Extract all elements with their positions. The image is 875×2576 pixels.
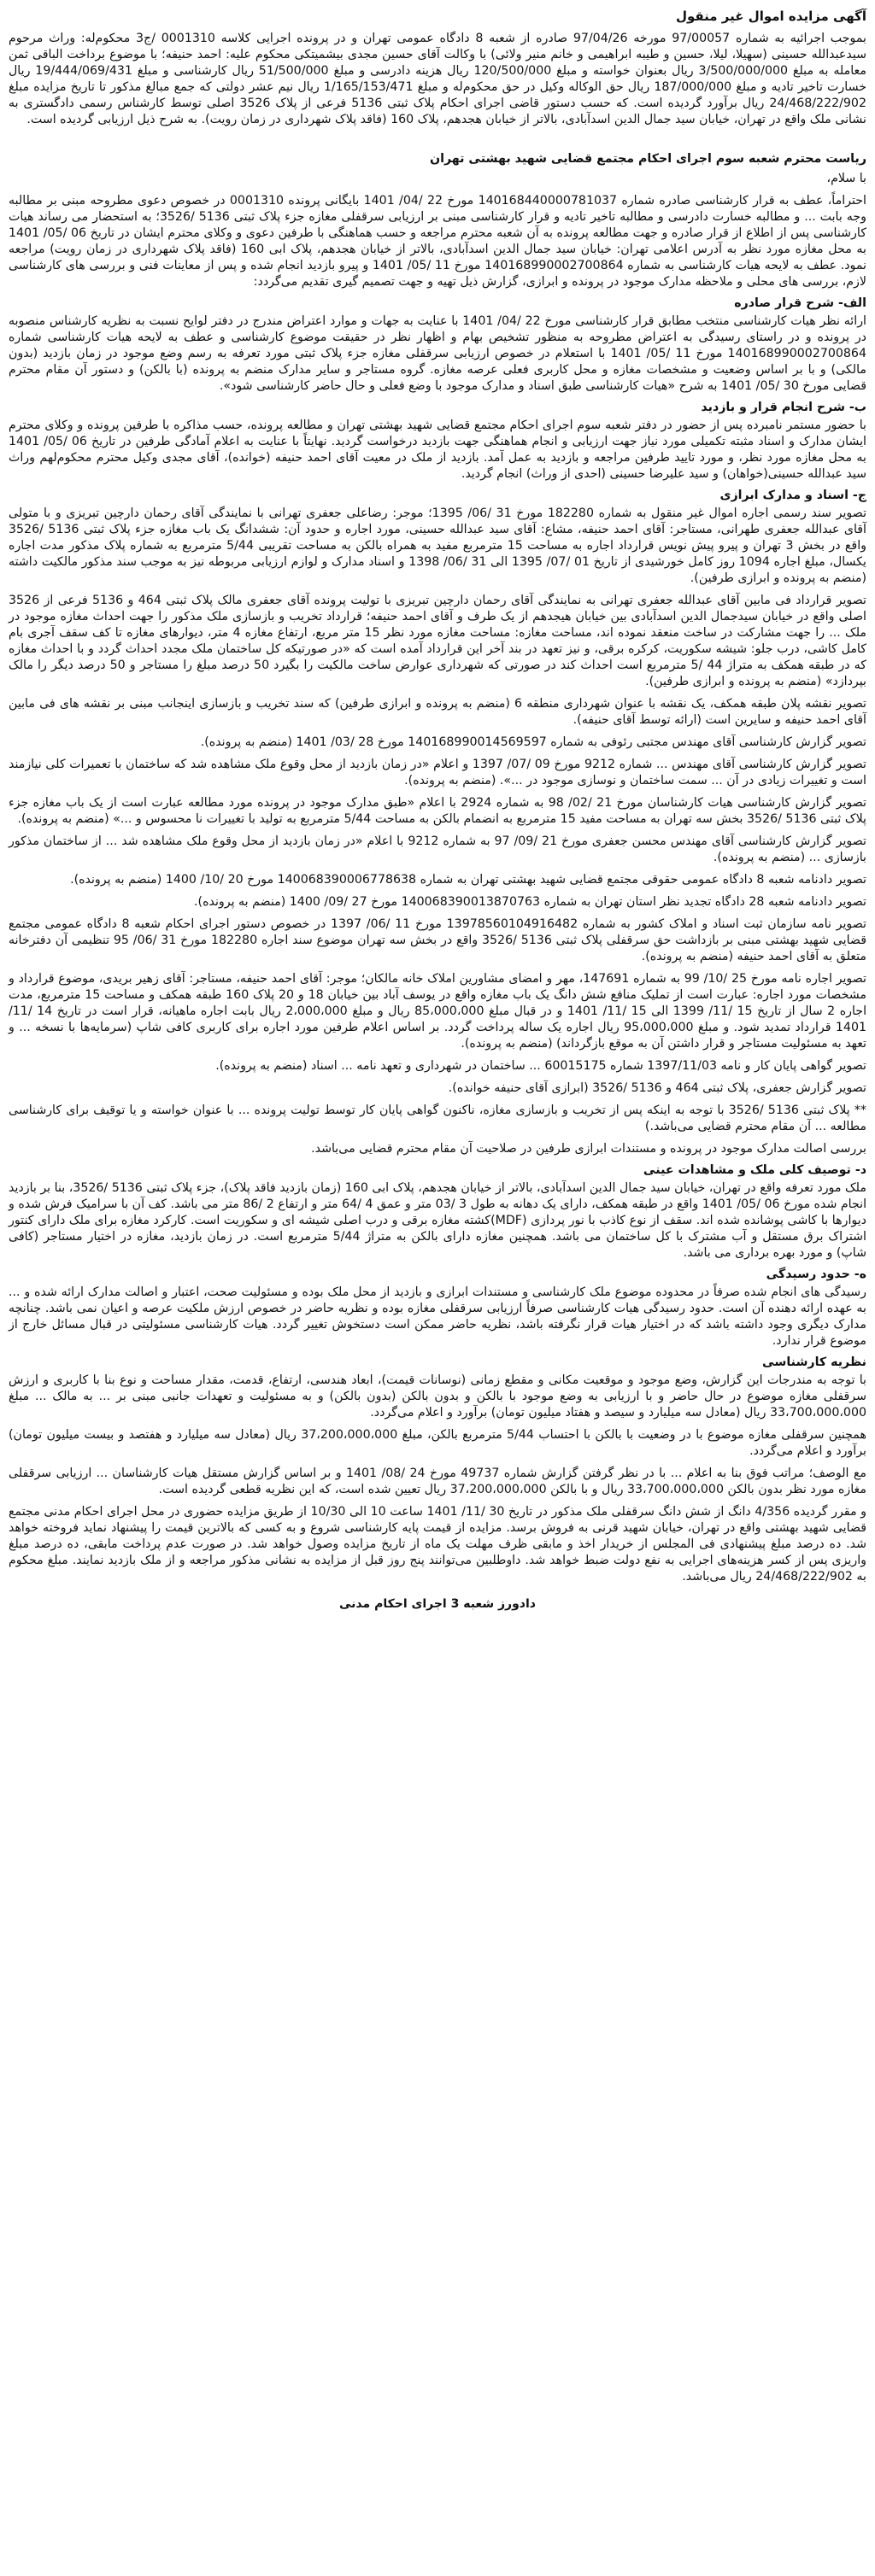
request-paragraph: احتراماً، عطف به قرار کارشناسی صادره شماره 140168440000781037 مورخ 22 /04/ 1401 بایگانی پرونده 0001310 در خصوص دعوی مطروحه مبنی بر مطالبه وجه بابت ... و مطالبه خسارت دادرسی و مطالبه تاخیر تادیه و قرار کارشناسی مبنی بر ارزیابی سرقفلی مغازه جزء پلاک ثبتی 5136 /3526؛ به استحضار می رساند هیات کارشناسی پس از اطلاع از قرار صادره و جهت مطالعه پرونده به آن شعبه محترم مراجعه و حسب هماهنگی با طرفین دعوی و وکلای محترم ایشان در تاریخ 06 /05/ 1401 به محل مغازه مورد نظر به آدرس اعلامی تهران: خیابان سید جمال الدین اسدآبادی، بالاتر از خیابان هجدهم، پلاک ابی 160 (فاقد پلاک شهرداری در زمان رویت) مراجعه نمود. عطف به لایحه هیات کارشناسی به شماره 140168990002700864 مورخ 11 /05/ 1401 و پیرو بازدید انجام شده و پس از معاینات فنی و بررسی های کارشناسی لازم، بررسی های محلی و ملاحظه مدارک موجود در پرونده و ابرازی، گزارش ذیل تهیه و جهت تصمیم گیری تقدیم می‌گردد:: [9, 194, 867, 289]
doc-item: تصویر گزارش کارشناسی آقای مهندس محسن جعفری مورخ 21 /09/ 97 به شماره 9212 با اعلام «در زمان بازدید از محل وقوع ملک مشاهده شد ... از ساختمان مذکور بازسازی ... (منضم به پرونده).: [9, 834, 866, 864]
section-he-paragraph: رسیدگی های انجام شده صرفاً در محدوده موضوع ملک کارشناسی و مستندات ابرازی و بازدید از محل ملک بوده و مسئولیت صحت، اعتبار و اصالت مدارک ارائه شده و ... به عهده ارائه دهنده آن است. حدود رسیدگی هیات کارشناسی صرفاً ارزیابی سرقفلی مغازه بوده و نظریه حاضر در خصوص ارزش ملکیت عرصه و اعیان نمی باشد. چنانچه مدارک دیگری وجود داشته باشد که در اختیار هیات قرار نگرفته باشد، نظریه حاضر ممکن است دستخوش تغییر گردد. هیات کارشناسی مسئولیتی در قبال مسائل خارج از موضوع قرار ندارد.: [9, 1285, 866, 1348]
section-alef-heading: الف- شرح قرار صادره: [734, 296, 866, 310]
doc-item: تصویر گزارش جعفری، پلاک ثبتی 464 و 5136 /3526 (ابرازی آقای حنیفه خوانده).: [448, 1081, 866, 1095]
intro-paragraph: بموجب اجرائیه به شماره 97/00057 مورخه 97/04/26 صادره از شعبه 8 دادگاه عمومی تهران و در پرونده اجرایی کلاسه 0001310 /ج3 محکوم‌له: وراث مرحوم سید‌عبدالله حسینی (سهیلا، لیلا، حسین و طیبه ابراهیمی و خانم منیر ولائی) با وکالت آقای حسین مجدی بیشمیتکی محکوم علیه: احمد حنیفه؛ با موضوع برداخت الباقی ثمن معامله به مبلغ 3/500/000/000 ریال بعنوان خواسته و مبلغ 120/500/000 ریال هزینه دادرسی و مبلغ 51/500/000 ریال کارشناسی و مبلغ 19/444/069/431 ریال خسارت تاخیر تادیه و مبلغ 187/000/000 ریال حق الوکاله وکیل در حق محکوم‌له و مبلغ 1/165/153/471 ریال نیم عشر دولتی که جمع مبالغ مذکور تا تاریخ مزایده مبلغ 24/468/222/902 ریال برآورد گردیده است. که حسب دستور قاضی اجرای احکام پلاک ثبتی 5136 فرعی از پلاک 3526 اصلی توسط کارشناس رسمی دادگستری به نشانی ملک واقع در تهران، خیابان سید جمال الدین اسدآبادی، بالاتر از خیابان هجدهم، پلاک 160 (فاقد پلاک شهرداری در زمان رویت). به شرح ذیل ارزیابی گردیده است.: [9, 32, 867, 126]
doc-item: تصویر قرارداد فی مابین آقای عبدالله جعفری تهرانی به نمایندگی آقای رحمان دارچین تبریزی با تولیت پرونده آقای جعفری مالک پلاک ثبتی 464 و 5136 فرعی از 3526 اصلی واقع در خیابان سیدجمال الدین اسدآبادی بین خیابان هیجدهم از یک طرف و آقای احمد حنیفه؛ قرارداد تخریب و بازسازی ملک مذکور را جهت احداث مغازه موجود در ملک ... را جهت مشارکت در ساخت منعقد نموده اند، مساحت مغازه: مساحت مغازه مورد نظر 15 متر مربع، ارتفاع مغازه 4 متر، دیوارهای مغازه تا کف سقف آجری بام کامل کاشی، درب جلو: شیشه سکوریت، کرکره برقی، و نیز تعهد در بند آخر این قرارداد آمده است که «در صورتیکه کل ساختمان ملک مجدد احداث گردد و با احداث مغازه که در طبقه همکف به متراژ 44 /5 مترمربع است احداث کند در صورتی که شهرداری عوارض ساخت مالکیت را بگیرد 50 درصد مبلغ را مستاجر و 50 درصد دیگر را مالک بپردازد» (منضم به پرونده و ابرازی طرفین).: [9, 594, 866, 688]
doc-item: تصویر دادنامه شعبه 8 دادگاه عمومی حقوقی مجتمع قضایی شهید بهشتی تهران به شماره 140068390006778638 مورخ 20 /10/ 1400 (منضم به پرونده).: [70, 873, 866, 887]
doc-item: تصویر نقشه پلان طبقه همکف، یک نقشه با عنوان شهرداری منطقه 6 (منضم به پرونده و ابرازی طرفین) که سند تخریب و بازسازی اینجانب مبنی بر نقشه های فی مابین آقای احمد حنیفه و سایرین است (ارائه توسط آقای حنیفه).: [9, 697, 867, 727]
section-be-paragraph: با حضور مستمر نامبرده پس از حضور در دفتر شعبه سوم اجرای احکام مجتمع قضایی شهید بهشتی تهران و مطالعه پرونده، حسب مذاکره با طرفین پرونده و وکلای محترم ایشان مدارک و اسناد مثبته تکمیلی مورد نیاز جهت ارزیابی و انجام هماهنگی جهت بازدید درخواست گردید. نهایتاً با عنایت به اعلام آمادگی طرفین در تاریخ 06 /05/ 1401 به محل مغازه مورد نظر، و مورد تایید طرفین مراجعه و بازدید به عمل آمد. بازدید از ملک در معیت آقای احمد حنیفه (خوانده)، آقای مجدی وکیل محترم محکوم‌لهم وراث سید عبدالله حسینی(خواهان) و سید علیرضا حسینی (احدی از وراث) انجام گردید.: [9, 419, 866, 481]
doc-item: تصویر گزارش کارشناسی هیات کارشناسان مورخ 21 /02/ 98 به شماره 2924 با اعلام «طبق مدارک موجود در پرونده مورد مطالعه عبارت است از یک باب مغازه جزء پلاک ثبتی 5136 /3526 بخش سه تهران به مساحت مفید 15 مترمربع به انضمام بالکن به مساحت 5/44 مترمربع به تولید با تغییرات نا محسوس و ...» (منضم به پرونده).: [9, 796, 866, 826]
addressee: ریاست محترم شعبه سوم اجرای احکام مجتمع قضایی شهید بهشتی تهران: [429, 152, 866, 166]
after-docs-paragraph: ** پلاک ثبتی 5136 /3526 با توجه به اینکه پس از تخریب و بازسازی مغازه، ناکنون گواهی پایان کار توسط تولیت پرونده ... با عنوان خواسته و یا توقیف برای کارشناسی مطالعه ... آن مقام محترم قضایی می‌باشد.): [9, 1104, 866, 1133]
section-alef-paragraph: ارائه نظر هیات کارشناسی منتخب مطابق قرار کارشناسی مورخ 22 /04/ 1401 با عنایت به جهات و موارد اعتراض مندرج در دفتر لوایح نسبت به نظریه کارشناس منصوبه در پرونده و در راستای رسیدگی به اعتراض مطروحه به منظور تشخیص بهام و اظهار نظر در حقیقت موضوع کارشناسی و عطف به لایحه هیات کارشناسی شماره 140168990002700864 مورخ 11 /05/ 1401 با استعلام در خصوص ارزیابی سرقفلی مغازه جزء پلاک ثبتی مورد تعرفه به رسم وضع موجود در زمان بازدید (بدون مالکی) و با بر اساس وضعیت و مشخصات مغازه و محل کاربری فعلی عرصه مغازه. گروه مستاجر و سایر مدارک منضم به پرونده (با بالکن) و دستور آن مقام محترم قضایی مورخ 30 /05/ 1401 به شرح «هیات کارشناسی طبق اسناد و مدارک موجود با وضع فعلی و حال حاضر کارشناسی شود».: [9, 314, 866, 393]
doc-item: تصویر سند رسمی اجاره اموال غیر منقول به شماره 182280 مورخ 31 /06/ 1395؛ موجر: رضاعلی جعفری تهرانی با نمایندگی آقای رحمان دارچین تبریزی و با متولی آقای عبدالله جعفری طهرانی، مستاجر: آقای احمد حنیفه، مشاع: آقای سید عبدالله حسینی، مورد اجاره و حدود آن: ششدانگ یک باب مغازه جزء پلاک ثبتی 5136 /3526 واقع در بخش 3 تهران و پیرو پیش نویس قرارداد اجاره به مساحت 15 مترمربع مفید به همراه بالکن به مساحت تقریبی 5/44 مترمربع به شماره پلاک مذکور مدت اجاره یکسال، مبلغ اجاره 1094 روز کامل خورشیدی از تاریخ 01 /07/ 1395 الی 31 /06/ 1398 و اسناد مدارک و لوازم ارزیابی مربوطه نیز به موجب سند مذکور مالکیت داشته (منضم به پرونده و ابرازی طرفین).: [9, 506, 867, 585]
doc-item: تصویر دادنامه شعبه 28 دادگاه تجدید نظر استان تهران به شماره 140068390013870763 مورخ 27 /09/ 1400 (منضم به پرونده).: [194, 895, 866, 909]
greeting: با سلام،: [826, 172, 866, 185]
opinion-paragraph-2: همچنین سرقفلی مغازه موضوع با در وضعیت با بالکن با احتساب 5/44 مترمربع بالکن، مبلغ 37،200،000،000 ریال (معادل سه میلیارد و هفتصد و بیست میلیون تومان) برآورد و اعلام می‌گردد.: [9, 1428, 866, 1458]
section-be-heading: ب- شرح انجام قرار و بازدید: [701, 401, 866, 414]
signoff: دادورز شعبه 3 اجرای احکام مدنی: [339, 1597, 536, 1611]
final-paragraph: و مقرر گردیده 4/356 دانگ از شش دانگ سرقفلی ملک مذکور در تاریخ 30 /11/ 1401 ساعت 10 الی 10/30 از طریق مزایده حضوری در محل اجرای احکام مدنی مجتمع قضایی شهید بهشتی واقع در تهران، خیابان شهید قرنی به فروش برسد. مزایده از قیمت پایه کارشناسی شروع و به کسی که بالاترین قیمت را پیشنهاد نماید فروخته خواهد شد. ده درصد مبلغ پیشنهادی فی المجلس از خریدار اخذ و مابقی ظرف مهلت یک ماه از تاریخ مزایده وصول خواهد شد. در صورت عدم پرداخت مابقی، ده درصد مبلغ واریزی پس از کسر هزینه‌های اجرایی به نفع دولت ضبط خواهد شد. داوطلبین می‌توانند پنج روز قبل از مزایده به نشانی مذکور مراجعه و از ملک بازدید نمایند. مبلغ محکوم به 24/468/222/902 ریال می‌باشد.: [9, 1505, 866, 1584]
doc-item: تصویر اجاره نامه مورخ 25 /10/ 99 به شماره 147691، مهر و امضای مشاورین املاک خانه مالکان؛ موجر: آقای احمد حنیفه، مستاجر: آقای زهیر بریدی، موضوع قرارداد و مشخصات مورد اجاره: عبارت است از تملیک منافع شش دانگ یک باب مغازه واقع در یوسف آباد بین خیابان 18 و 20 پلاک 160 طبقه همکف و مساحت 15 مترمربع، مدت اجاره 2 سال از تاریخ 15 /11/ 1399 الی 15 /11/ 1401 و در قبال مبلغ 85،000،000 ریال و مبلغ 2،000،000 ریال بابت اجاره ماهیانه، قرار است در تاریخ 14 /11/ 1401 قرارداد تمدید شود. و مبلغ 95،000،000 ریال اجاره یک ساله پرداخت گردد. بر اساس اعلام طرفین مورد اجاره برای کاربری کافی شاپ (سرمایه‌ها با نسخه ... و تعهد به مسئولیت مستاجر و قرار داشتن آن به موقع بازگرداند) (منضم به پرونده).: [9, 972, 867, 1051]
section-dal-heading: د- توصیف کلی ملک و مشاهدات عینی: [643, 1163, 866, 1177]
opinion-paragraph-1: با توجه به مندرجات این گزارش، وضع موجود و موقعیت مکانی و مقطع زمانی (نوسانات قیمت)، ابعاد هندسی، ارتفاع، قدمت، مقدار مساحت و نوع بنا با کاربری و ارزش سرقفلی مغازه موضوع در حال حاضر و با ارزیابی به وضع موجود با بالکن و بدون بالکن (بدون بالکن) و به مسئولیت و تعهدات جانبی مبنی بر ... به مالک ... مبلغ 33،700،000،000 ریال (معادل سه میلیارد و سیصد و هفتاد میلیون تومان) برآورد و اعلام می‌گردد.: [9, 1373, 866, 1420]
note-recheck: بررسی اصالت مدارک موجود در پرونده و مستندات ابرازی طرفین در صلاحیت آن مقام محترم قضایی می‌باشد.: [311, 1142, 866, 1156]
notice-document: [9, 0, 866, 1611]
opinion-paragraph-3: مع الوصف؛ مراتب فوق بنا به اعلام ... با در نظر گرفتن گزارش شماره 49737 مورخ 24 /08/ 1401 و بر اساس گزارش مستقل هیات کارشناسان ... ارزیابی سرقفلی مغازه مورد نظر بدون بالکن 33،700،000،000 ریال و با بالکن 37،200،000،000 ریال تعیین شده است، که این نظریه قطعی گردیده است.: [9, 1467, 867, 1496]
spacer: [9, 134, 866, 146]
section-he-heading: ه- حدود رسیدگی: [766, 1268, 866, 1281]
section-dal-paragraph: ملک مورد تعرفه واقع در تهران، خیابان سید جمال الدین اسدآبادی، بالاتر از خیابان هجدهم، پلاک ابی 160 (زمان بازدید فاقد پلاک)، جزء پلاک ثبتی 5136 /3526، بنا بر بازدید انجام شده مورخ 06 /05/ 1401 واقع در طبقه همکف، دارای یک دهانه به طول 3 /03 متر و عمق 4 /64 متر و ارتفاع 2 /86 متر می باشد. کف آن با سرامیک فرش شده و دیوارها با کاشی پوشانده شده اند. سقف از نوع کاذب با نور پردازی (MDF)کشته مغازه برقی و درب اصلی شیشه ای و سکوریت است. کارکرد مغازه برای ملک دارای کنتور اشتراک برق مستقل و آب مشترک با کل ساختمان می باشد. همچنین مغازه دارای بالکن به متراژ 5/44 مترمربع است. در زمان بازدید، مغازه در اختیار مستاجر (کافی شاپ) و مورد بهره برداری می باشد.: [9, 1181, 867, 1260]
doc-item: تصویر گزارش کارشناسی آقای مهندس مجتبی رئوفی به شماره 140168990014569597 مورخ 28 /03/ 1401 (منضم به پرونده).: [200, 735, 866, 749]
notice-title: آگهی مزایده اموال غیر منقول: [675, 9, 866, 24]
doc-item: تصویر نامه سازمان ثبت اسناد و املاک کشور به شماره 13978560104916482 مورخ 11 /06/ 1397 در خصوص دستور اجرای احکام شعبه 8 دادگاه عمومی مجتمع قضایی شهید بهشتی مبنی بر بازداشت حق سرقفلی پلاک ثبتی 5136 /3526 واقع در بخش سه تهران موضوع سند اجاره 182280 مورخ 31 /06/ 95 تنظیمی آن دفترخانه متعلق به آقای احمد حنیفه (منضم به پرونده).: [9, 917, 866, 963]
section-jim-heading: ج- اسناد و مدارک ابرازی: [719, 489, 866, 502]
doc-item: تصویر گزارش کارشناسی آقای مهندس ... شماره 9212 مورخ 09 /07/ 1397 و اعلام «در زمان بازدید از محل وقوع ملک مشاهده شد که ساختمان با تعمیرات کلی نیازمند است و تغییرات زیادی در آن ... سمت ساختمان و نوسازی موجود در ...». (منضم به پرونده).: [9, 758, 866, 787]
opinion-heading: نظریه کارشناسی: [762, 1355, 866, 1369]
doc-item: تصویر گواهی پایان کار و نامه 1397/11/03 شماره 60015175 ... ساختمان در شهرداری و تعهد نامه ... اسناد (منضم به پرونده).: [215, 1059, 866, 1073]
